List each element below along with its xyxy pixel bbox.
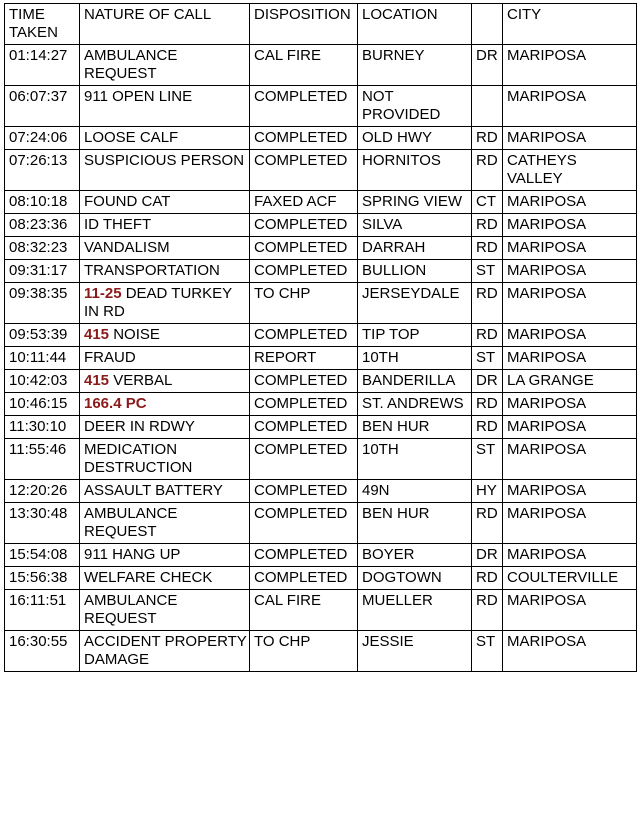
table-row: [5, 347, 637, 370]
call-description: 911 OPEN LINE: [84, 88, 193, 105]
table-row: [5, 590, 637, 631]
cell-time-taken: 09:38:35: [5, 283, 80, 324]
cell-disposition: COMPLETED: [250, 127, 358, 150]
call-description: ACCIDENT PROPERTY DAMAGE: [84, 633, 251, 668]
table-row: [5, 127, 637, 150]
cell-disposition: TO CHP: [250, 631, 358, 672]
cell-street-suffix: RD: [472, 150, 503, 191]
table-row: [5, 503, 637, 544]
cell-city: MARIPOSA: [503, 283, 637, 324]
cell-time-taken: 01:14:27: [5, 45, 80, 86]
cell-street-suffix: RD: [472, 590, 503, 631]
cell-street-suffix: [472, 86, 503, 127]
cell-street-suffix: CT: [472, 191, 503, 214]
cell-street-suffix: ST: [472, 260, 503, 283]
cell-disposition: COMPLETED: [250, 370, 358, 393]
cell-city: MARIPOSA: [503, 480, 637, 503]
cell-time-taken: 08:23:36: [5, 214, 80, 237]
header-suffix: [472, 4, 503, 45]
cell-street-suffix: ST: [472, 631, 503, 672]
cell-nature-of-call: [80, 191, 250, 214]
cell-location: SILVA: [358, 214, 472, 237]
cell-nature-of-call: [80, 347, 250, 370]
cell-location: SPRING VIEW: [358, 191, 472, 214]
call-log-table: [4, 3, 637, 672]
cell-location: BOYER: [358, 544, 472, 567]
cell-nature-of-call: [80, 214, 250, 237]
cell-city: MARIPOSA: [503, 45, 637, 86]
cell-disposition: COMPLETED: [250, 503, 358, 544]
header-nature-of-call: NATURE OF CALL: [80, 4, 250, 45]
cell-city: MARIPOSA: [503, 191, 637, 214]
call-description: DEER IN RDWY: [84, 418, 195, 435]
call-description: FRAUD: [84, 349, 136, 366]
cell-disposition: COMPLETED: [250, 324, 358, 347]
cell-nature-of-call: [80, 567, 250, 590]
cell-city: MARIPOSA: [503, 86, 637, 127]
call-description: AMBULANCE REQUEST: [84, 505, 182, 540]
cell-time-taken: 10:46:15: [5, 393, 80, 416]
cell-city: MARIPOSA: [503, 544, 637, 567]
cell-disposition: COMPLETED: [250, 214, 358, 237]
call-description: LOOSE CALF: [84, 129, 179, 146]
cell-disposition: COMPLETED: [250, 260, 358, 283]
table-row: [5, 214, 637, 237]
cell-disposition: COMPLETED: [250, 393, 358, 416]
cell-city: MARIPOSA: [503, 393, 637, 416]
header-disposition: DISPOSITION: [250, 4, 358, 45]
call-description: TRANSPORTATION: [84, 262, 220, 279]
cell-time-taken: 16:30:55: [5, 631, 80, 672]
table-row: [5, 544, 637, 567]
cell-time-taken: 10:11:44: [5, 347, 80, 370]
cell-nature-of-call: [80, 439, 250, 480]
cell-nature-of-call: [80, 393, 250, 416]
cell-location: TIP TOP: [358, 324, 472, 347]
cell-location: 10TH: [358, 439, 472, 480]
call-description: SUSPICIOUS PERSON: [84, 152, 245, 169]
cell-disposition: REPORT: [250, 347, 358, 370]
cell-nature-of-call: [80, 503, 250, 544]
table-row: [5, 260, 637, 283]
cell-street-suffix: RD: [472, 416, 503, 439]
cell-disposition: COMPLETED: [250, 480, 358, 503]
cell-city: MARIPOSA: [503, 127, 637, 150]
header-time-taken: TIME TAKEN: [5, 4, 80, 45]
cell-city: MARIPOSA: [503, 260, 637, 283]
cell-location: 10TH: [358, 347, 472, 370]
cell-street-suffix: DR: [472, 370, 503, 393]
cell-location: BULLION: [358, 260, 472, 283]
cell-time-taken: 11:30:10: [5, 416, 80, 439]
call-code: 415: [84, 326, 110, 343]
cell-nature-of-call: [80, 370, 250, 393]
cell-street-suffix: RD: [472, 283, 503, 324]
table-row: [5, 191, 637, 214]
cell-city: MARIPOSA: [503, 416, 637, 439]
cell-city: MARIPOSA: [503, 214, 637, 237]
cell-street-suffix: RD: [472, 503, 503, 544]
cell-city: MARIPOSA: [503, 439, 637, 480]
cell-location: OLD HWY: [358, 127, 472, 150]
table-row: [5, 150, 637, 191]
cell-disposition: COMPLETED: [250, 237, 358, 260]
cell-disposition: TO CHP: [250, 283, 358, 324]
header-location: LOCATION: [358, 4, 472, 45]
cell-street-suffix: RD: [472, 567, 503, 590]
cell-nature-of-call: [80, 480, 250, 503]
cell-location: DARRAH: [358, 237, 472, 260]
cell-time-taken: 12:20:26: [5, 480, 80, 503]
cell-city: MARIPOSA: [503, 503, 637, 544]
cell-street-suffix: DR: [472, 45, 503, 86]
cell-nature-of-call: [80, 45, 250, 86]
table-row: [5, 631, 637, 672]
cell-location: BURNEY: [358, 45, 472, 86]
call-code: 415: [84, 372, 110, 389]
cell-time-taken: 08:10:18: [5, 191, 80, 214]
cell-nature-of-call: [80, 631, 250, 672]
cell-street-suffix: RD: [472, 237, 503, 260]
cell-location: BEN HUR: [358, 503, 472, 544]
cell-city: LA GRANGE: [503, 370, 637, 393]
cell-location: HORNITOS: [358, 150, 472, 191]
cell-time-taken: 07:24:06: [5, 127, 80, 150]
table-row: [5, 370, 637, 393]
cell-location: DOGTOWN: [358, 567, 472, 590]
header-city: CITY: [503, 4, 637, 45]
table-row: [5, 393, 637, 416]
table-row: [5, 237, 637, 260]
cell-city: CATHEYS VALLEY: [503, 150, 637, 191]
cell-time-taken: 09:53:39: [5, 324, 80, 347]
cell-time-taken: 07:26:13: [5, 150, 80, 191]
cell-disposition: COMPLETED: [250, 544, 358, 567]
cell-street-suffix: ST: [472, 347, 503, 370]
cell-time-taken: 09:31:17: [5, 260, 80, 283]
cell-location: JESSIE: [358, 631, 472, 672]
cell-disposition: COMPLETED: [250, 86, 358, 127]
call-description: AMBULANCE REQUEST: [84, 592, 182, 627]
table-row: [5, 439, 637, 480]
call-description: FOUND CAT: [84, 193, 171, 210]
cell-nature-of-call: [80, 283, 250, 324]
call-description: ASSAULT BATTERY: [84, 482, 223, 499]
call-description: AMBULANCE REQUEST: [84, 47, 182, 82]
cell-nature-of-call: [80, 324, 250, 347]
cell-disposition: CAL FIRE: [250, 45, 358, 86]
table-row: [5, 567, 637, 590]
cell-time-taken: 15:56:38: [5, 567, 80, 590]
cell-disposition: COMPLETED: [250, 150, 358, 191]
cell-location: 49N: [358, 480, 472, 503]
cell-nature-of-call: [80, 237, 250, 260]
table-row: [5, 480, 637, 503]
cell-street-suffix: ST: [472, 439, 503, 480]
cell-nature-of-call: [80, 127, 250, 150]
table-row: [5, 324, 637, 347]
cell-city: MARIPOSA: [503, 324, 637, 347]
cell-location: ST. ANDREWS: [358, 393, 472, 416]
cell-disposition: FAXED ACF: [250, 191, 358, 214]
header-row: [5, 4, 637, 45]
call-description: MEDICATION DESTRUCTION: [84, 441, 193, 476]
cell-nature-of-call: [80, 260, 250, 283]
call-description: 911 HANG UP: [84, 546, 181, 563]
cell-city: MARIPOSA: [503, 590, 637, 631]
call-code: 166.4 PC: [84, 395, 147, 412]
cell-time-taken: 15:54:08: [5, 544, 80, 567]
cell-street-suffix: RD: [472, 324, 503, 347]
cell-location: JERSEYDALE: [358, 283, 472, 324]
table-row: [5, 86, 637, 127]
cell-time-taken: 13:30:48: [5, 503, 80, 544]
cell-city: MARIPOSA: [503, 631, 637, 672]
call-code: 11-25: [84, 285, 122, 302]
cell-city: MARIPOSA: [503, 237, 637, 260]
call-description: ID THEFT: [84, 216, 152, 233]
cell-nature-of-call: [80, 86, 250, 127]
cell-street-suffix: RD: [472, 214, 503, 237]
cell-street-suffix: RD: [472, 127, 503, 150]
cell-city: MARIPOSA: [503, 347, 637, 370]
cell-time-taken: 10:42:03: [5, 370, 80, 393]
cell-location: BANDERILLA: [358, 370, 472, 393]
cell-location: MUELLER: [358, 590, 472, 631]
cell-street-suffix: HY: [472, 480, 503, 503]
cell-disposition: COMPLETED: [250, 567, 358, 590]
cell-time-taken: 06:07:37: [5, 86, 80, 127]
table-row: [5, 283, 637, 324]
cell-street-suffix: DR: [472, 544, 503, 567]
cell-nature-of-call: [80, 416, 250, 439]
cell-location: NOT PROVIDED: [358, 86, 472, 127]
table-row: [5, 416, 637, 439]
cell-time-taken: 16:11:51: [5, 590, 80, 631]
call-description: VANDALISM: [84, 239, 170, 256]
cell-nature-of-call: [80, 150, 250, 191]
cell-location: BEN HUR: [358, 416, 472, 439]
cell-time-taken: 08:32:23: [5, 237, 80, 260]
cell-disposition: CAL FIRE: [250, 590, 358, 631]
cell-time-taken: 11:55:46: [5, 439, 80, 480]
cell-nature-of-call: [80, 590, 250, 631]
cell-street-suffix: RD: [472, 393, 503, 416]
cell-disposition: COMPLETED: [250, 439, 358, 480]
call-description: WELFARE CHECK: [84, 569, 213, 586]
call-description: VERBAL: [109, 372, 173, 389]
call-description: NOISE: [109, 326, 160, 343]
call-description: DEAD TURKEY IN RD: [84, 285, 237, 320]
cell-disposition: COMPLETED: [250, 416, 358, 439]
cell-nature-of-call: [80, 544, 250, 567]
cell-city: COULTERVILLE: [503, 567, 637, 590]
table-row: [5, 45, 637, 86]
